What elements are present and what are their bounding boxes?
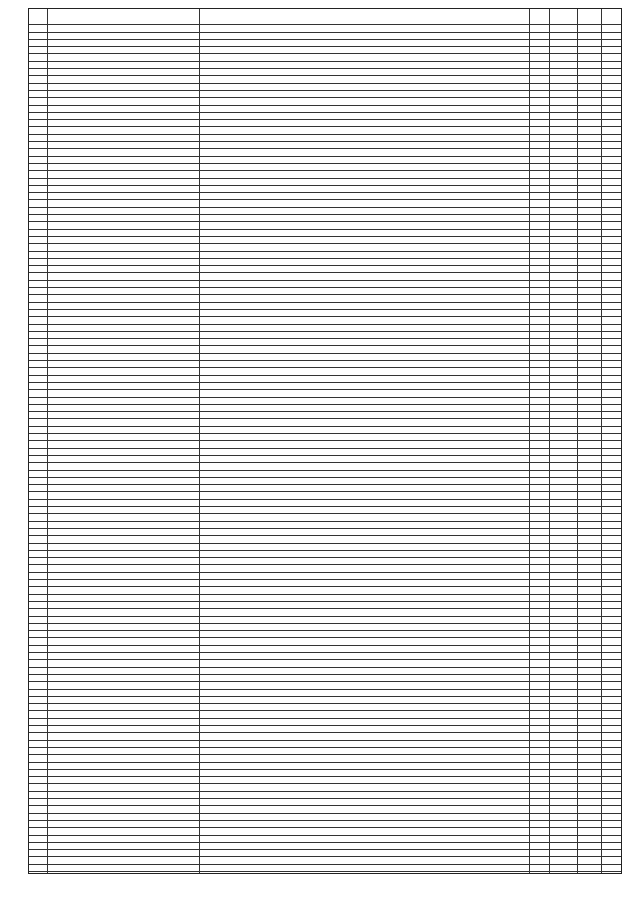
- table-row: [29, 864, 621, 872]
- table-column-divider: [549, 9, 550, 873]
- table-column-divider: [577, 9, 578, 873]
- table-column-divider: [529, 9, 530, 873]
- table-column-divider: [47, 9, 48, 873]
- table-column-divider: [199, 9, 200, 873]
- table-column-divider: [601, 9, 602, 873]
- registry-table: [28, 8, 622, 874]
